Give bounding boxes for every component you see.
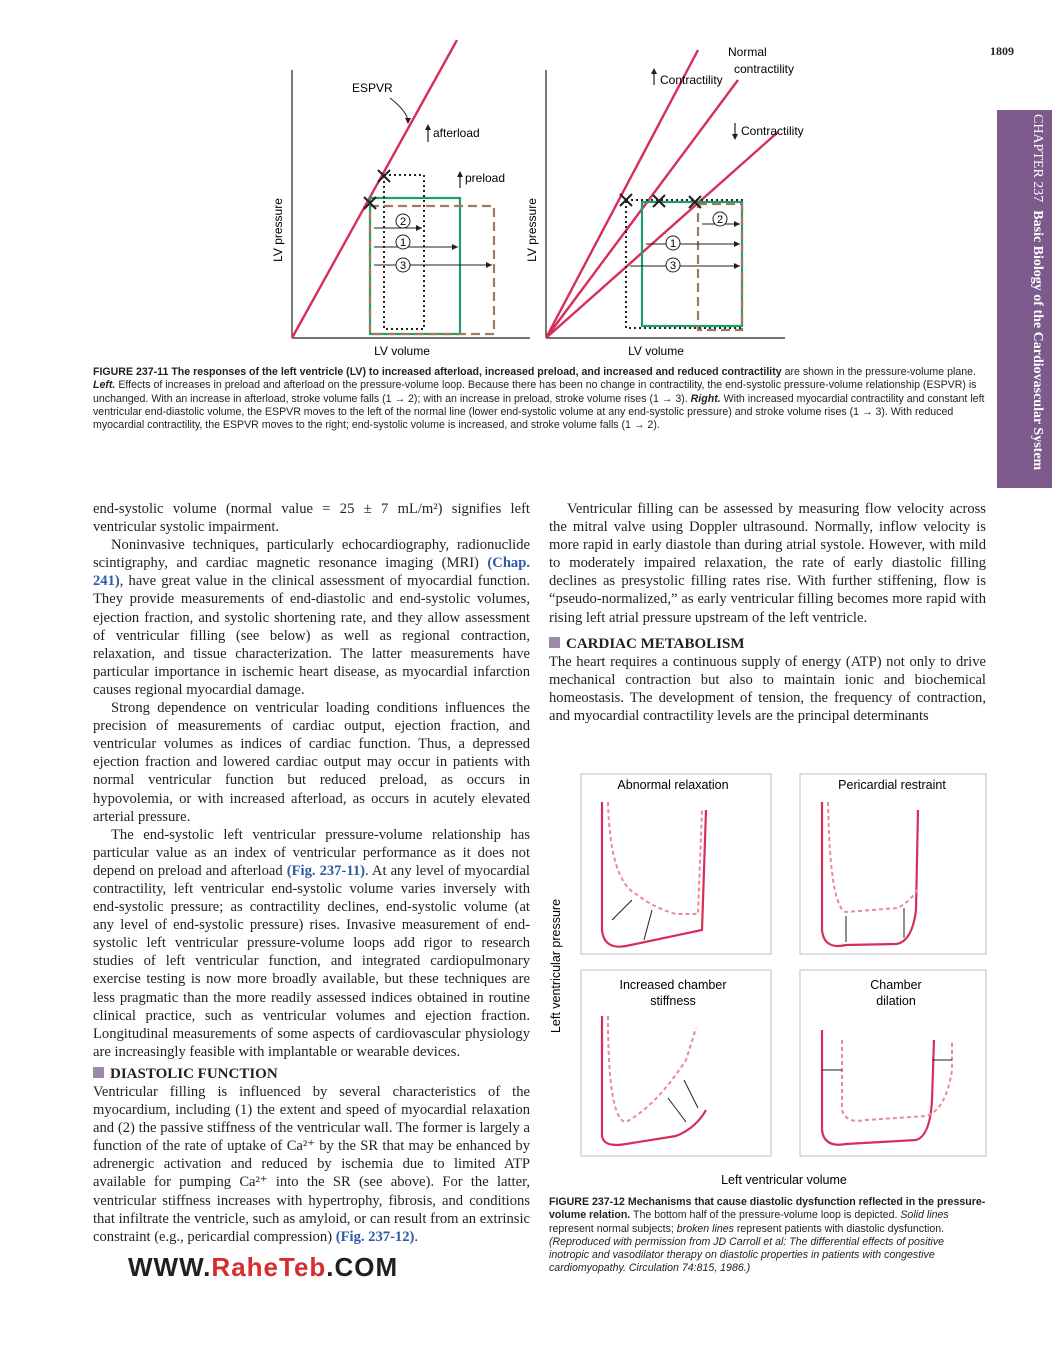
label-2: 2 [716,214,724,226]
left-y-label: LV pressure [271,198,285,262]
label-preload: preload [465,171,506,185]
caption-title: The responses of the left ventricle (LV) to increased afterload, increased preload, and increased and reduced contractility [171,366,782,378]
label-3: 3 [669,260,677,272]
espvr-reduced-contractility [546,132,778,338]
fig11-right-panel [525,45,804,358]
panel-title-chamber-dilation-1: Chamber [870,978,922,992]
figure-237-11 [260,40,820,365]
panel-title-chamber-dilation-2: dilation [876,994,916,1008]
figure-237-11-caption [93,366,986,432]
abnormal-curve [828,802,918,912]
right-y-label: LV pressure [525,198,539,262]
normal-curve [822,1030,934,1145]
caption-citation: (Reproduced with permission from JD Carroll et al: The differential effects of positive inotropic and vasodilator therapy on diastolic properties in patients with congestive cardiomyopathy. Circulation 74:815, 1986.) [549,1235,945,1275]
right-x-label: LV volume [628,344,684,358]
panel-title-pericardial-restraint: Pericardial restraint [838,778,946,792]
watermark-www: WWW. [128,1252,212,1282]
paragraph: The end-systolic left ventricular pressure-volume relationship has particular value as an index of ventricular performance as it does not depend on preload and afterload (Fig. 237-11). At any level of myocardial contractility, left ventricular end-systolic volume varies inversely with end-systolic pressure; as contractility declines, end-systolic volume (at any level of end-systolic pressure) rises. Invasive measurement of end-systolic left ventricular pressure-volume loops add rigor to research studies of left ventricular function, and integrated cardiopulmonary exercise testing is now more broadly available, but these techniques are less pragmatic than the more readily assessed indices obtained in routine clinical practice, such as ventricular volumes and ejection fraction. Longitudinal measurements of some aspects of cardiovascular physiology are increasingly feasible with implantable or wearable devices. [93,826,530,1060]
paragraph: Ventricular filling can be assessed by measuring flow velocity across the mitral valve using Doppler ultrasound. Normally, inflow velocity is more rapid in early diastole than during atrial systole. However, with mild to moderately impaired relaxation, the rate of early diastolic filling declines as presystolic filling rates rise. With further stiffening, flow is “pseudo-normalized,” as early ventricular filling becomes more rapid with rising left atrial pressure upstream of the left ventricle. [549,501,986,626]
arrowhead [452,244,458,250]
label-1: 1 [669,238,677,250]
label-3: 3 [399,260,407,272]
label-espvr: ESPVR [352,81,393,95]
label-increased-contractility: Contractility [660,73,723,87]
caption-left-tag: Left. [93,379,116,392]
paragraph: end-systolic volume (normal value = 25 ± 7 mL/m²) signifies left ventricular systolic impairment. [93,501,530,536]
right-column [549,500,986,725]
left-column [93,500,530,1246]
abnormal-curve [608,1016,696,1122]
caption-text: are shown in the pressure-volume plane. [781,366,976,378]
label-1: 1 [399,237,407,249]
figure-237-12-caption: FIGURE 237-12 Mechanisms that cause diastolic dysfunction reflected in the pressure-volume relation. The bottom half of the pressure-volume loop is depicted. Solid lines represent normal subjects; broken lines represent patients with diastolic dysfunction. (Reproduced with permission from JD Carroll et al: The differential effects of positive inotropic and vasodilator therapy on diastolic properties in patients with congestive cardiomyopathy. Circulation 74:815, 1986.) [549,1196,986,1275]
paragraph: Ventricular filling is influenced by several characteristics of the myocardium, including (1) the extent and speed of myocardial relaxation and (2) the passive stiffness of the ventricular wall. The former is largely a function of the rate of uptake of Ca²⁺ by the SR that may be enhanced by adrenergic activation and reduced by ischemia due to limited ATP available for pumping Ca²⁺ into the SR (see above). For the latter, ventricular stiffness increases with hypertrophy, fibrosis, and conditions that infiltrate the ventricle, such as amyloid, or can result from an extrinsic constraint (e.g., pericardial compression) (Fig. 237-12). [93,1084,530,1245]
paragraph: The heart requires a continuous supply of energy (ATP) not only to drive mechanical contraction but also to maintain ionic and biochemical homeostasis. The development of tension, the frequency of contraction, and myocardial contractility levels are the principal determinants [549,653,986,725]
section-heading: DIASTOLIC FUNCTION [93,1065,530,1083]
watermark-brand: RaheTeb [211,1252,327,1282]
watermark-com: .COM [326,1252,399,1282]
chapter-title: Basic Biology of the Cardiovascular System [1030,210,1045,471]
abnormal-curve [842,1040,952,1121]
figure-237-12 [546,770,991,1190]
chapter-side-tab [997,110,1052,488]
panel-frame [581,774,771,954]
label-2: 2 [399,216,407,228]
arrowhead [416,225,422,231]
label-normal-2: contractility [734,62,795,76]
fig12-x-label: Left ventricular volume [721,1173,847,1187]
caption-number: FIGURE 237-12 [549,1196,625,1208]
label-afterload: afterload [433,126,480,140]
loop-3-preload [370,206,494,334]
chapter-number: CHAPTER 237 [1030,114,1045,203]
label-reduced-contractility: Contractility [741,124,804,138]
caption-text: With increased myocardial contractility and constant left ventricular end-diastolic volume, the ESPVR moves to the left of the normal line (lower end-systolic volume at any end-systolic pressure) and stroke volume rises (1 → 3). With reduced myocardial contractility, the ESPVR moves to the right; end-systolic volume is increased, and stroke volume falls (1 → 2). [93,392,985,432]
paragraph: Noninvasive techniques, particularly echocardiography, radionuclide scintigraphy, and cardiac magnetic resonance imaging (MRI) (Chap. 241), have great value in the clinical assessment of myocardial function. They provide measurements of end-diastolic and end-systolic volumes, ejection fraction, and systolic shortening rate, and they allow assessment of ventricular filling (see below) as well as regional contraction, relaxation, and tissue characterization. The latter measurements have particular importance in ischemic heart disease, as myocardial infarction causes regional myocardial damage. [93,537,530,698]
page-number: 1809 [990,44,1014,58]
arrowhead [486,262,492,268]
normal-curve [602,802,706,947]
espvr-point-c [620,194,632,206]
chapter-link[interactable]: (Chap. 241) [93,555,530,590]
label-normal-1: Normal [728,45,767,59]
watermark [128,1252,398,1283]
figure-link[interactable]: (Fig. 237-12) [335,1228,415,1245]
fig11-left-panel [271,40,530,358]
caption-number: FIGURE 237-11 [93,366,169,378]
caption-title: Mechanisms that cause diastolic dysfunction reflected in the pressure-volume relation. [549,1196,986,1222]
left-x-label: LV volume [374,344,430,358]
caption-right-tag: Right. [690,392,721,405]
heading-square-icon [549,637,560,648]
heading-square-icon [93,1067,104,1078]
panel-title-abnormal-relaxation: Abnormal relaxation [617,778,729,792]
normal-curve [602,1016,706,1145]
panel-title-increased-chamber-stiffness-2: stiffness [650,994,696,1008]
caption-text: Effects of increases in preload and afterload on the pressure-volume loop. Because there has been no change in contractility, the end-systolic pressure-volume relationship (ESPVR) is unchanged. With an increase in afterload, stroke volume falls (1 → 2); with an increase in preload, stroke volume rises (1 → 3). [93,379,977,405]
abnormal-curve [608,802,702,914]
fig12-y-label: Left ventricular pressure [549,898,563,1034]
panel-frame [800,774,986,954]
paragraph: Strong dependence on ventricular loading conditions influences the precision of measurements of cardiac output, ejection fraction, and ventricular volumes as indices of cardiac function. Thus, a depressed ejection fraction and lowered cardiac output may occur in patients with normal ventricular function but reduced preload, as occurs in hypovolemia, or with increased afterload, as occurs in acutely elevated arterial pressure. [93,700,530,825]
section-heading: CARDIAC METABOLISM [549,635,986,653]
figure-link[interactable]: (Fig. 237-11) [286,862,365,879]
panel-title-increased-chamber-stiffness-1: Increased chamber [619,978,727,992]
espvr-increased-contractility [546,50,698,338]
